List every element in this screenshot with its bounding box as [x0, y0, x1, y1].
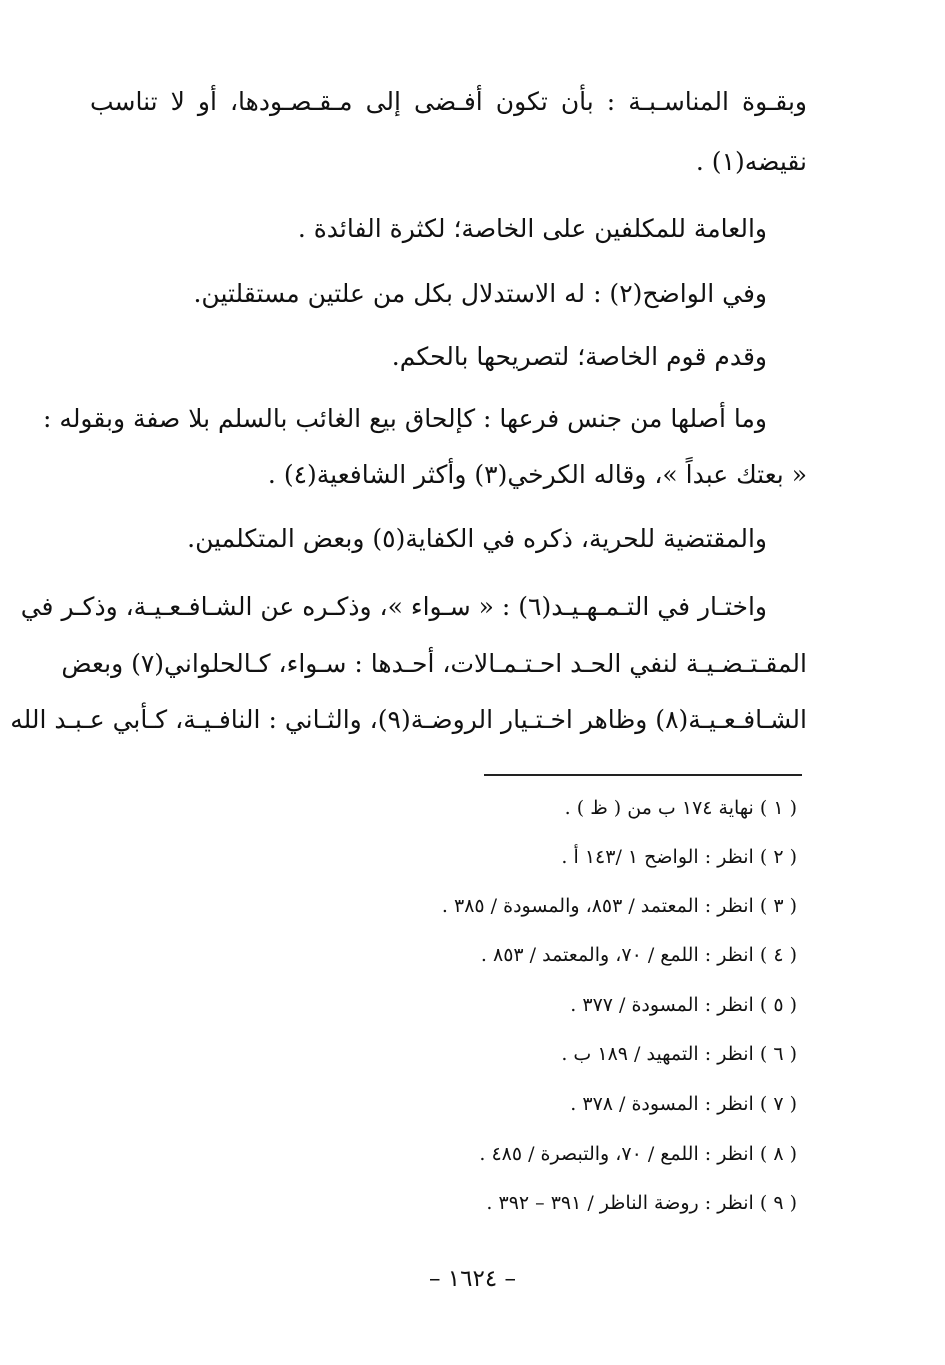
body-line-1: وبقـوة المناسـبـة : بأن تكون أفـضى إلى مـقـصـودها، أو لا تناسب — [90, 87, 807, 116]
page-number: – ١٦٢٤ – — [428, 1266, 517, 1292]
footnote-7: ( ٧ ) انظر : المسودة / ٣٧٨ . — [570, 1093, 797, 1115]
footnote-4: ( ٤ ) انظر : اللمع / ٧٠، والمعتمد / ٨٥٣ . — [480, 944, 797, 966]
body-line-6: وما أصلها من جنس فرعها : كإلحاق بيع الغائب بالسلم بلا صفة وبقوله : — [43, 404, 767, 433]
body-line-10: المقـتـضـيـة لنفي الحـد احـتـمـالات، أحـدها : سـواء، كـالحلواني(٧) وبعض — [61, 649, 807, 678]
body-line-9: واختـار في التـمـهـيـد(٦) : « سـواء »، وذكـره عن الشـافـعـيـة، وذكـر في — [20, 592, 767, 621]
body-line-7: « بعتك عبداً »، وقاله الكرخي(٣) وأكثر الشافعية(٤) . — [267, 460, 807, 489]
footnote-separator — [484, 774, 802, 776]
body-line-8: والمقتضية للحرية، ذكره في الكفاية(٥) وبعض المتكلمين. — [187, 524, 767, 553]
footnote-3: ( ٣ ) انظر : المعتمد / ٨٥٣، والمسودة / ٣٨٥ . — [441, 895, 797, 917]
footnote-8: ( ٨ ) انظر : اللمع / ٧٠، والتبصرة / ٤٨٥ . — [479, 1143, 797, 1165]
footnote-9: ( ٩ ) انظر : روضة الناظر / ٣٩١ – ٣٩٢ . — [486, 1192, 797, 1214]
footnote-1: ( ١ ) نهاية ١٧٤ ب من ( ظ ) . — [564, 797, 797, 819]
body-line-5: وقدم قوم الخاصة؛ لتصريحها بالحكم. — [391, 342, 767, 371]
footnote-6: ( ٦ ) انظر : التمهيد / ١٨٩ ب . — [561, 1043, 797, 1065]
footnote-5: ( ٥ ) انظر : المسودة / ٣٧٧ . — [570, 994, 797, 1016]
footnote-2: ( ٢ ) انظر : الواضح ١ /١٤٣ أ . — [561, 846, 797, 868]
body-line-2: نقيضه(١) . — [695, 147, 807, 176]
body-line-4: وفي الواضح(٢) : له الاستدلال بكل من علتين مستقلتين. — [193, 279, 767, 308]
body-line-3: والعامة للمكلفين على الخاصة؛ لكثرة الفائدة . — [297, 214, 767, 243]
body-line-11: الشـافـعـيـة(٨) وظاهر اخـتـيار الروضـة(٩)، والثـاني : النافـيـة، كـأبي عـبـد الله — [10, 705, 807, 734]
